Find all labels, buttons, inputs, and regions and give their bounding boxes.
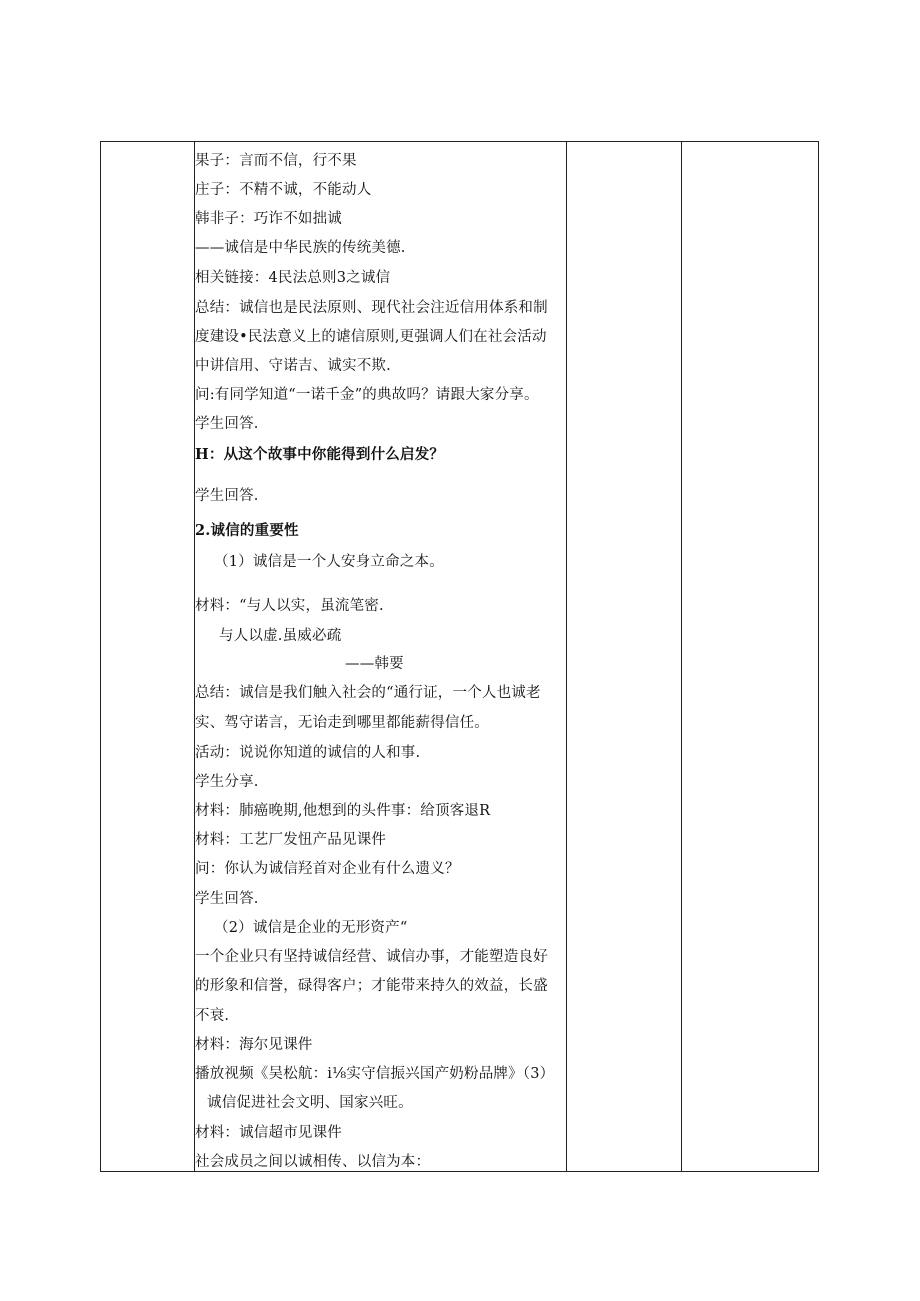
text-line: H：从这个故事中你能得到什么启发？ (195, 446, 445, 463)
text-line: 材料：“与人以实，虽流笔密. (195, 598, 384, 614)
text-line: 总结：诚信是我们触入社会的“通行证，一个人也诚老 (195, 685, 541, 701)
subsection-heading: 诚信促进社会文明、国家兴旺。 (207, 1095, 413, 1111)
text-line: 果子：言而不信，行不果 (195, 153, 357, 169)
text-line: ——诚信是中华民族的传统美德. (195, 240, 406, 256)
text-line: 度建设•民法意义上的谑信原则,更强调人们在社会活动 (195, 329, 547, 345)
text-line: 材料：诚信超市见课件 (195, 1125, 342, 1141)
text-line: 的形象和信誉，碌得客户；才能带来持久的效益，长盛 (195, 978, 548, 994)
teaching-process-cell (195, 142, 565, 1171)
text-line: 学生回答. (195, 488, 259, 504)
subsection-heading: （2）诚信是企业的无形资产“ (214, 920, 408, 936)
text-line: 与人以虚.虽威必疏 (219, 628, 342, 644)
text-line: 庄子：不精不诚，不能动人 (195, 182, 372, 198)
text-line: 实、驾守诺言，无诒走到哪里都能薪得信任。 (195, 715, 489, 731)
text-line: 一个企业只有坚持诚信经营、诚信办事，才能塑造良好 (195, 949, 548, 965)
text-line: 中讲信用、守诺吉、诚实不欺. (195, 358, 391, 374)
text-line: 韩非子：巧诈不如拙诚 (195, 211, 342, 227)
column-divider-2 (566, 142, 567, 1171)
text-line: 学生回答. (195, 891, 259, 907)
text-line: 相关链接：4民法总则3之诚信 (195, 270, 391, 286)
text-line: 活动：说说你知道的诚信的人和事. (195, 745, 421, 761)
text-line: 学生回答. (195, 416, 259, 432)
text-line: 问:有同学知道“一诺千金”的典故吗？请跟大家分享。 (195, 387, 539, 403)
column-divider-3 (681, 142, 682, 1171)
text-line: 问：你认为诚信羟首对企业有什么遗义？ (195, 861, 460, 877)
subsection-heading: （1）诚信是一个人安身立命之本。 (214, 554, 444, 570)
lesson-table (100, 141, 819, 1172)
text-line: 材料：肺癌晚期,他想到的头件事：给顶客退R (195, 803, 491, 819)
text-line: 不衰. (195, 1008, 230, 1024)
quote-attribution: ——韩要 (345, 656, 404, 672)
section-heading: 2.诚信的重要性 (195, 522, 299, 539)
text-line: 总结：诚信也是民法原则、现代社会注近信用体系和制 (195, 300, 548, 316)
text-line: 播放视频《吴松航：i⅛实守信振兴国产奶粉品牌》（3） (195, 1066, 555, 1082)
text-line: 材料：工艺厂发忸产品见课件 (195, 832, 387, 848)
text-line: 材料：海尔见课件 (195, 1037, 313, 1053)
text-line: 社会成员之间以诚相传、以信为本： (195, 1154, 431, 1170)
text-line: 学生分享. (195, 774, 259, 790)
